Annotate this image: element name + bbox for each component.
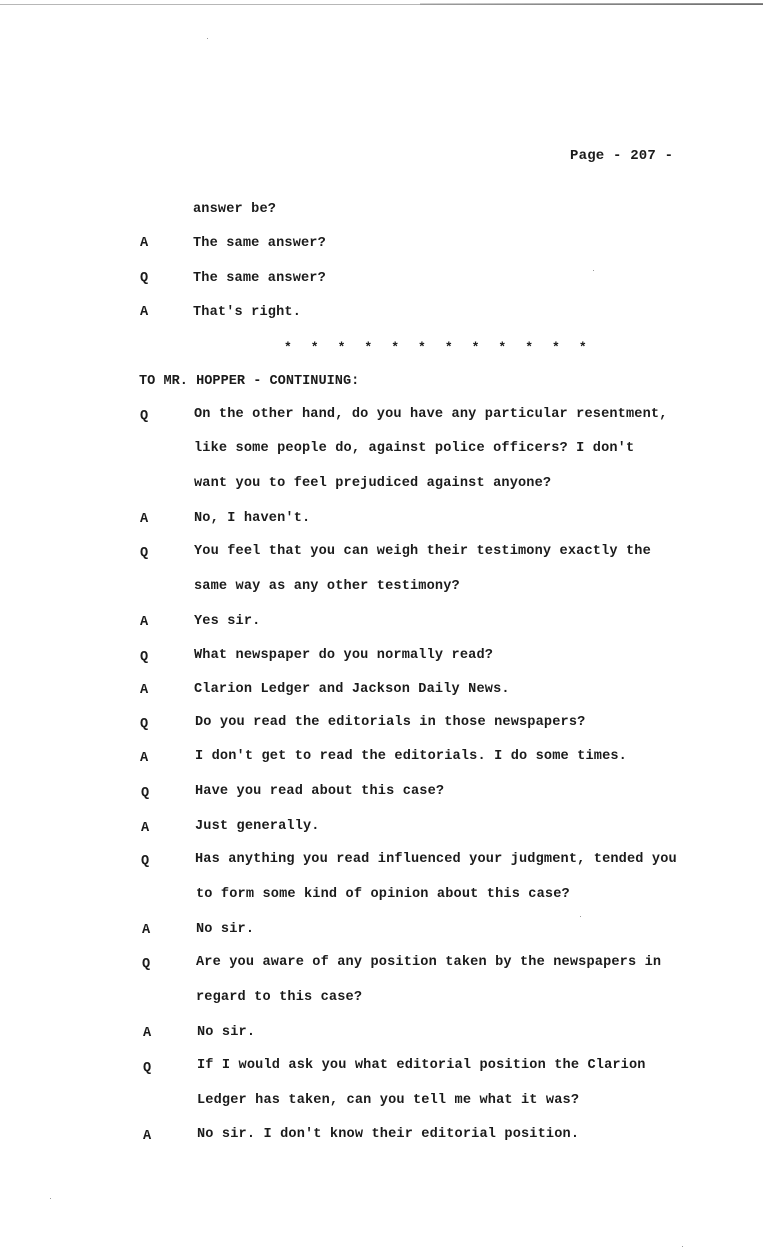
question-line: Do you read the editorials in those newspapers? bbox=[195, 715, 586, 730]
scan-speck bbox=[207, 38, 208, 39]
answer-line: Yes sir. bbox=[194, 614, 261, 629]
scan-speck bbox=[593, 270, 594, 271]
question-line: Has anything you read influenced your judgment, tended you bbox=[195, 852, 677, 867]
question-line: On the other hand, do you have any particular resentment, bbox=[194, 407, 668, 422]
scan-speck bbox=[682, 1246, 683, 1247]
question-line: regard to this case? bbox=[196, 990, 363, 1005]
answer-line: No sir. bbox=[197, 1025, 256, 1040]
answer-line: The same answer? bbox=[193, 236, 326, 251]
question-line: Have you read about this case? bbox=[195, 784, 445, 799]
speaker-label: A bbox=[140, 615, 149, 630]
question-line: Ledger has taken, can you tell me what it was? bbox=[197, 1093, 580, 1108]
speaker-label: Q bbox=[143, 1061, 152, 1076]
speaker-label: A bbox=[140, 751, 149, 766]
speaker-label: A bbox=[143, 1026, 152, 1041]
speaker-label: Q bbox=[140, 650, 149, 665]
speaker-label: A bbox=[143, 1129, 152, 1144]
speaker-label: Q bbox=[142, 957, 151, 972]
answer-line: Just generally. bbox=[195, 819, 320, 834]
answer-line: No sir. bbox=[196, 922, 255, 937]
speaker-label: A bbox=[140, 512, 149, 527]
section-heading: TO MR. HOPPER - CONTINUING: bbox=[139, 374, 360, 389]
speaker-label: Q bbox=[140, 271, 149, 286]
page-number: Page - 207 - bbox=[570, 148, 674, 164]
speaker-label: A bbox=[140, 305, 149, 320]
question-line: to form some kind of opinion about this case? bbox=[196, 887, 570, 902]
scan-speck bbox=[580, 916, 581, 917]
answer-line: answer be? bbox=[193, 202, 277, 217]
separator-asterisks: * * * * * * * * * * * * bbox=[284, 340, 593, 355]
question-line: want you to feel prejudiced against anyone? bbox=[194, 476, 552, 491]
question-line: same way as any other testimony? bbox=[194, 579, 460, 594]
top-edge-shadow bbox=[420, 3, 763, 5]
question-line: You feel that you can weigh their testimony exactly the bbox=[194, 544, 651, 559]
question-line: If I would ask you what editorial position the Clarion bbox=[197, 1058, 646, 1073]
speaker-label: Q bbox=[140, 546, 149, 561]
answer-line: Clarion Ledger and Jackson Daily News. bbox=[194, 682, 510, 697]
answer-line: No, I haven't. bbox=[194, 511, 311, 526]
speaker-label: A bbox=[140, 683, 149, 698]
speaker-label: Q bbox=[140, 409, 149, 424]
question-line: The same answer? bbox=[193, 271, 326, 286]
answer-line: I don't get to read the editorials. I do some times. bbox=[195, 749, 627, 764]
speaker-label: A bbox=[142, 923, 151, 938]
speaker-label: Q bbox=[141, 854, 150, 869]
speaker-label: Q bbox=[141, 786, 150, 801]
answer-line: No sir. I don't know their editorial position. bbox=[197, 1127, 580, 1142]
scan-speck bbox=[50, 1198, 51, 1199]
question-line: like some people do, against police officers? I don't bbox=[194, 441, 635, 456]
speaker-label: A bbox=[140, 236, 149, 251]
answer-line: That's right. bbox=[193, 305, 301, 320]
speaker-label: A bbox=[141, 821, 150, 836]
question-line: What newspaper do you normally read? bbox=[194, 648, 494, 663]
speaker-label: Q bbox=[140, 717, 149, 732]
question-line: Are you aware of any position taken by the newspapers in bbox=[196, 955, 662, 970]
